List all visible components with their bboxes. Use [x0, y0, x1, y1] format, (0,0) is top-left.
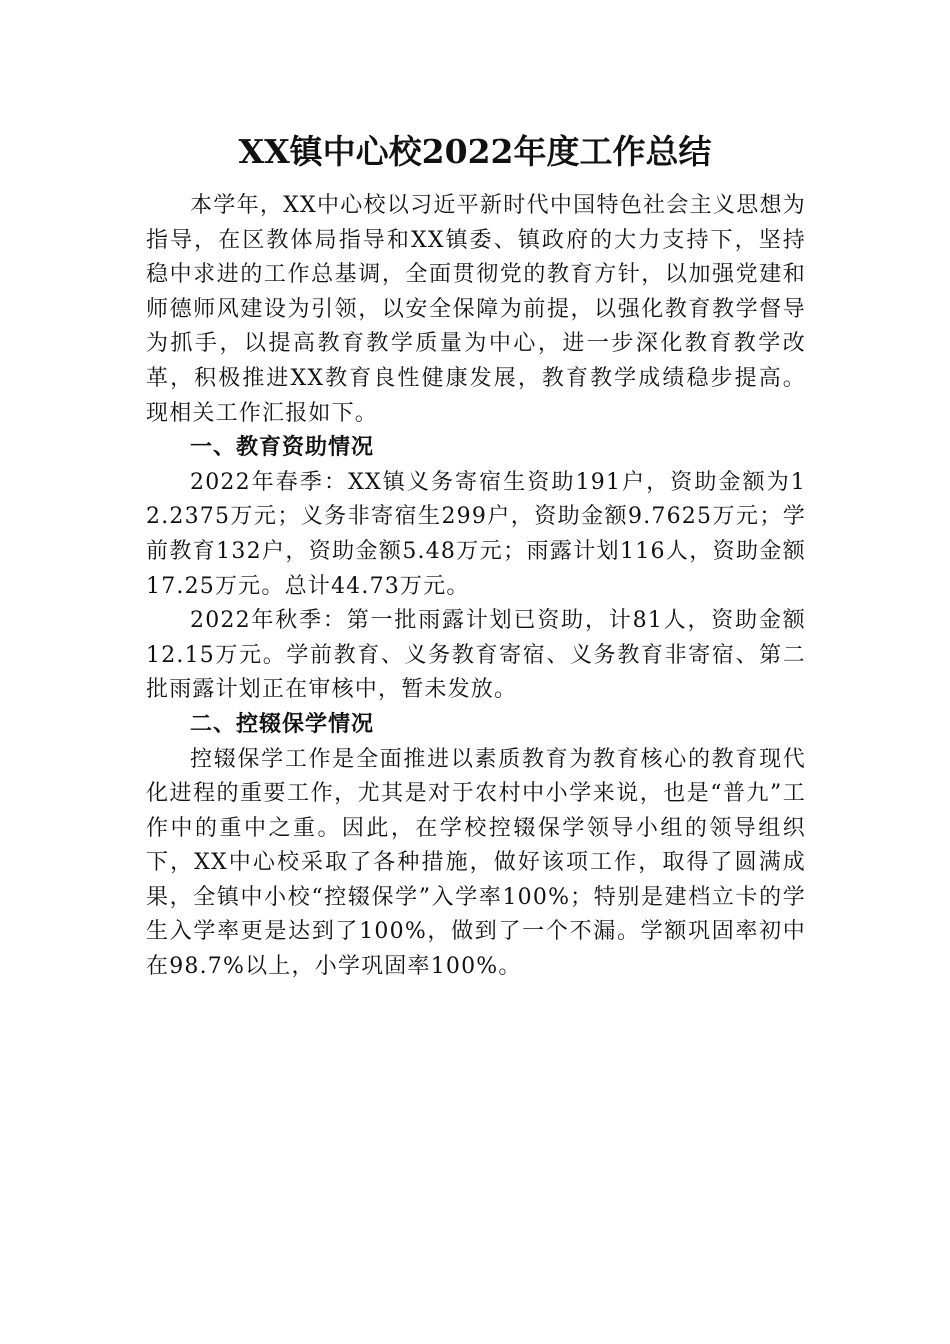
- document-title: XX镇中心校2022年度工作总结: [238, 132, 712, 171]
- section-heading-education-aid: 一、教育资助情况: [190, 435, 375, 461]
- paragraph-autumn-aid: 2022年秋季：第一批雨露计划已资助，计81人，资助金额12.15万元。学前教育、义务教育寄宿、义务教育非寄宿、第二批雨露计划正在审核中，暂未发放。: [146, 608, 806, 703]
- paragraph-spring-aid: 2022年春季：XX镇义务寄宿生资助191户，资助金额为12.2375万元；义务非寄宿生299户，资助金额9.7625万元；学前教育132户，资助金额5.48万元；雨露计划116人，资助金额17.25万元。总计44.73万元。: [146, 469, 806, 599]
- section-heading-dropout-control: 二、控辍保学情况: [190, 711, 375, 737]
- document-body: [146, 189, 806, 985]
- paragraph-dropout-control: 控辍保学工作是全面推进以素质教育为教育核心的教育现代化进程的重要工作，尤其是对于农村中小学来说，也是“普九”工作中的重中之重。因此，在学校控辍保学领导小组的领导组织下，XX中心校采取了各种措施，做好该项工作，取得了圆满成果，全镇中小校“控辍保学”入学率100%；特别是建档立卡的学生入学率更是达到了100%，做到了一个不漏。学额巩固率初中在98.7%以上，小学巩固率100%。: [146, 746, 806, 980]
- intro-paragraph: 本学年，XX中心校以习近平新时代中国特色社会主义思想为指导，在区教体局指导和XX镇委、镇政府的大力支持下，坚持稳中求进的工作总基调，全面贯彻党的教育方针，以加强党建和师德师风建设为引领，以安全保障为前提，以强化教育教学督导为抓手，以提高教育教学质量为中心，进一步深化教育教学改革，积极推进XX教育良性健康发展，教育教学成绩稳步提高。现相关工作汇报如下。: [146, 193, 806, 426]
